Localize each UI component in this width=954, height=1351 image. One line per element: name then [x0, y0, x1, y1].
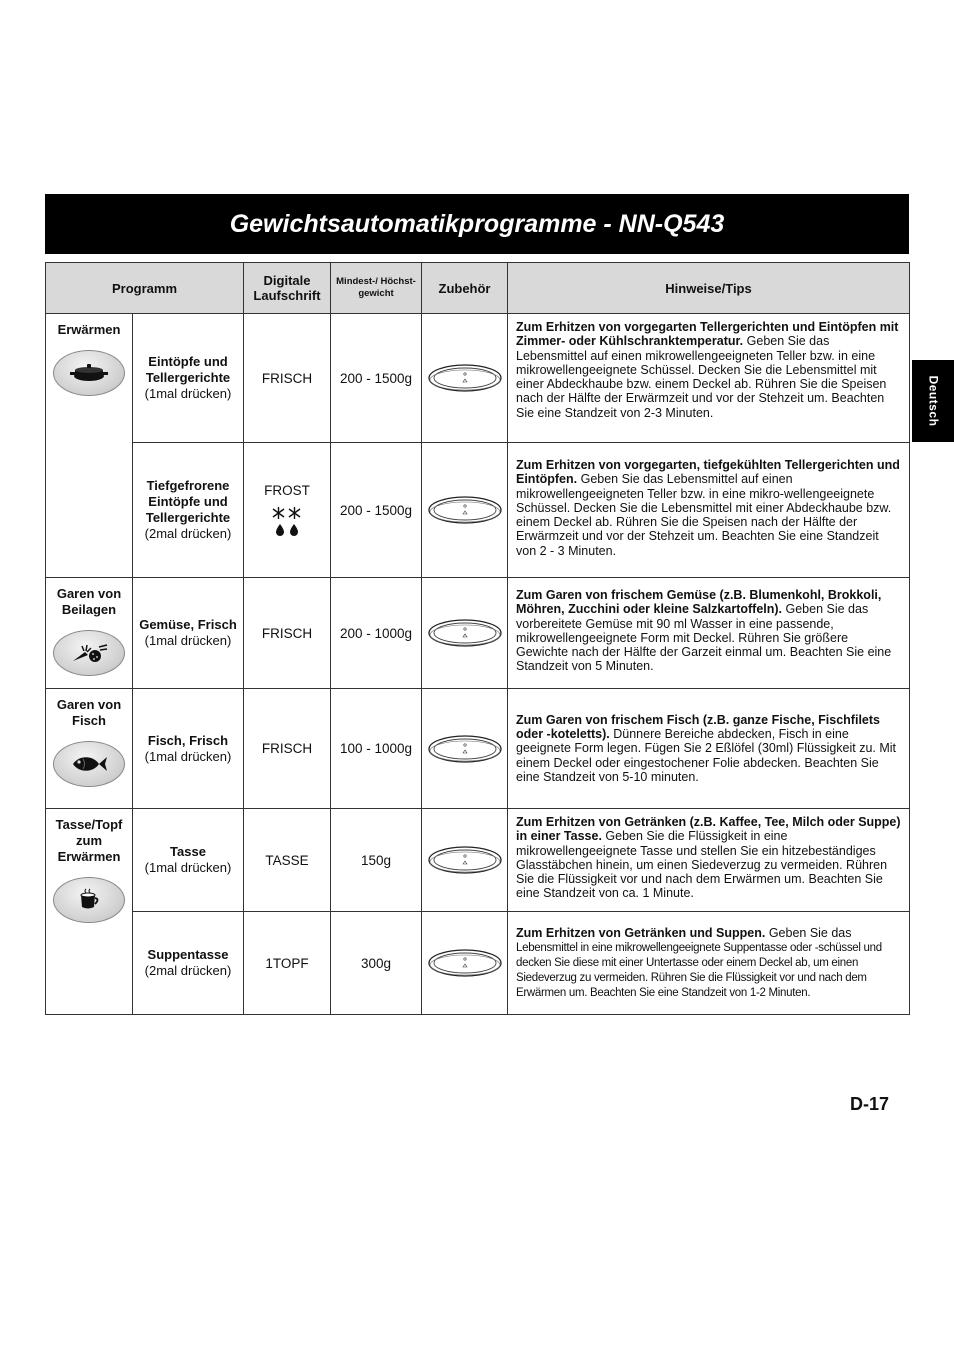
program-name: Eintöpfe und Tellergerichte — [145, 354, 231, 385]
weight-range: 200 - 1500g — [331, 443, 422, 578]
category-label: Tasse/Topf zum Erwärmen — [55, 817, 123, 864]
program-name-cell — [133, 912, 244, 1015]
tip-body: Geben Sie das Lebensmittel auf einen mikrowellengeeigneten Teller bzw. in eine mikro-wellengeeignete Schüssel. Decken Sie die Lebensmittel mit einer Abdeckhaube bzw. einem Deckel ab. Rühren Sie die Speisen nach der Hälfte der Erwärmzeit und vor der Stehzeit um. Beachten Sie eine Standzeit von 2 - 3 Minuten. — [516, 472, 892, 558]
tips-cell — [508, 912, 910, 1015]
header-hinweise: Hinweise/Tips — [508, 263, 910, 314]
table-row — [46, 578, 910, 689]
display-text: TASSE — [244, 809, 331, 912]
category-label: Garen von Fisch — [56, 697, 122, 728]
program-name: Gemüse, Frisch — [139, 617, 237, 632]
tips-cell — [508, 443, 910, 578]
category-label: Garen von Beilagen — [56, 586, 122, 617]
press-count: (1mal drücken) — [144, 748, 232, 764]
category-label: Erwärmen — [57, 322, 121, 337]
tips-cell — [508, 314, 910, 443]
tip-heading: Zum Garen von frischem Gemüse (z.B. Blumenkohl, Brokkoli, Möhren, Zucchini oder kleine Salzkartoffeln). — [516, 588, 882, 617]
display-text: FRISCH — [244, 578, 331, 689]
press-count: (2mal drücken) — [144, 526, 232, 541]
display-text: FRISCH — [244, 314, 331, 443]
category-fisch — [46, 689, 133, 809]
program-name: Suppentasse — [147, 947, 229, 962]
press-count: (1mal drücken) — [144, 633, 232, 648]
tip-heading: Zum Erhitzen von vorgegarten Tellergerichten und Eintöpfen mit Zimmer- oder Kühlschranktemperatur. — [516, 320, 899, 349]
accessory-cell — [422, 314, 508, 443]
header-zubehoer: Zubehör — [422, 263, 508, 314]
program-name-cell — [133, 689, 244, 809]
tip-body: Geben Sie die Flüssigkeit in eine mikrowellengeeignete Tasse und stellen Sie ein hitzebeständiges Glasstäbchen hinein, um einen Siedeverzug zu vermeiden. Rühren Sie die Flüssigkeit vor und nach dem Erwärmen um. Beachten Sie eine Standzeit von ca. 1 Minute. — [516, 829, 888, 901]
page-number: D-17 — [850, 1094, 890, 1114]
glass-turntable-icon — [427, 734, 503, 764]
glass-turntable-icon — [427, 495, 503, 525]
tip-heading: Zum Garen von frischem Fisch (z.B. ganze Fische, Fischfilets oder -koteletts). — [516, 712, 880, 742]
display-text: 1TOPF — [244, 912, 331, 1015]
table-row — [46, 689, 910, 809]
accessory-cell — [422, 912, 508, 1015]
glass-turntable-icon — [427, 618, 503, 648]
defrost-snowflake-drops-icon — [270, 504, 304, 538]
program-name-cell — [133, 809, 244, 912]
weight-range: 100 - 1000g — [331, 689, 422, 809]
cup-icon — [53, 877, 125, 923]
fish-icon — [53, 741, 125, 787]
table-row — [46, 443, 910, 578]
program-name-cell — [133, 578, 244, 689]
weight-range: 300g — [331, 912, 422, 1015]
tip-body: Geben Sie das Lebensmittel auf einen mikrowellengeeigneten Teller bzw. in eine mikrowellengeeignete Schüssel. Decken Sie die Lebensmittel mit einer Abdeckhaube bzw. einem Deckel ab. Rühren Sie die Speisen nach der Hälfte der Erwärmzeit und vor der Stehzeit um. Beachten Sie eine Standzeit von 2-3 Minuten. — [516, 334, 887, 420]
accessory-cell — [422, 809, 508, 912]
header-gewicht: Mindest-/ Höchst-gewicht — [331, 263, 422, 314]
tip-body: Dünnere Bereiche abdecken, Fisch in eine geeignete Form legen. Fügen Sie 2 Eßlöfel (30ml) Flüssigkeit zu. Mit einem Deckel oder eingestochener Folie abdecken. Beachten Sie eine Standzeit von 5-10 minuten. — [516, 727, 897, 784]
weight-range: 150g — [331, 809, 422, 912]
tip-heading: Zum Erhitzen von vorgegarten, tiefgekühlten Tellergerichten und Eintöpfen. — [516, 458, 900, 487]
program-name: Tiefgefrorene Eintöpfe und Tellergerichte — [145, 478, 231, 525]
table-header-row — [46, 263, 910, 314]
header-digitale: Digitale Laufschrift — [244, 263, 331, 314]
vegetables-icon — [53, 630, 125, 676]
glass-turntable-icon — [427, 845, 503, 875]
tip-heading: Zum Erhitzen von Getränken (z.B. Kaffee, Tee, Milch oder Suppe) in einer Tasse. — [516, 815, 901, 844]
program-name-cell — [133, 443, 244, 578]
press-count: (1mal drücken) — [144, 860, 232, 875]
tip-heading: Zum Erhitzen von Getränken und Suppen. — [516, 925, 766, 940]
table-row — [46, 314, 910, 443]
table-row — [46, 912, 910, 1015]
weight-range: 200 - 1500g — [331, 314, 422, 443]
press-count: (2mal drücken) — [144, 963, 232, 978]
tip-body: Lebensmittel in eine mikrowellengeeignete Suppentasse oder -schüssel und decken Sie diese mit einer Untertasse oder einem Deckel ab, um einen Siedeverzug zu vermeiden. Rühren Sie die Flüssigkeit vor und nach dem Erwärmen um. Beachten Sie eine Standzeit von 1-2 Minuten. — [516, 942, 882, 1000]
category-beilagen — [46, 578, 133, 689]
program-name-cell — [133, 314, 244, 443]
page-title: Gewichtsautomatikprogramme - NN-Q543 — [229, 209, 725, 238]
display-text: FROST — [264, 482, 310, 498]
accessory-cell — [422, 443, 508, 578]
glass-turntable-icon — [427, 948, 503, 978]
display-cell — [244, 443, 331, 578]
casserole-dish-icon — [53, 350, 125, 396]
language-tab — [912, 360, 954, 442]
accessory-cell — [422, 689, 508, 809]
program-name: Tasse — [170, 844, 206, 859]
title-bar — [45, 194, 909, 254]
weight-range: 200 - 1000g — [331, 578, 422, 689]
display-text: FRISCH — [244, 689, 331, 809]
header-programm: Programm — [46, 263, 244, 314]
accessory-cell — [422, 578, 508, 689]
tip-body: Geben Sie das vorbereitete Gemüse mit 90 ml Wasser in eine passende, mikrowellengeeignete Form mit Deckel. Rühren Sie größere Gewichte nach der Hälfte der Garzeit einmal um. Beachten Sie eine Standzeit von 5 Minuten. — [516, 602, 892, 674]
tips-cell — [508, 809, 910, 912]
language-tab-label: Deutsch — [926, 375, 940, 427]
tip-body-lead: Geben Sie das — [768, 925, 852, 940]
category-tasse — [46, 809, 133, 1015]
press-count: (1mal drücken) — [144, 386, 232, 401]
program-table — [45, 262, 910, 1015]
glass-turntable-icon — [427, 363, 503, 393]
tips-cell — [508, 578, 910, 689]
program-name: Fisch, Frisch — [147, 732, 229, 748]
tips-cell — [508, 689, 910, 809]
table-row — [46, 809, 910, 912]
category-erwaermen — [46, 314, 133, 578]
